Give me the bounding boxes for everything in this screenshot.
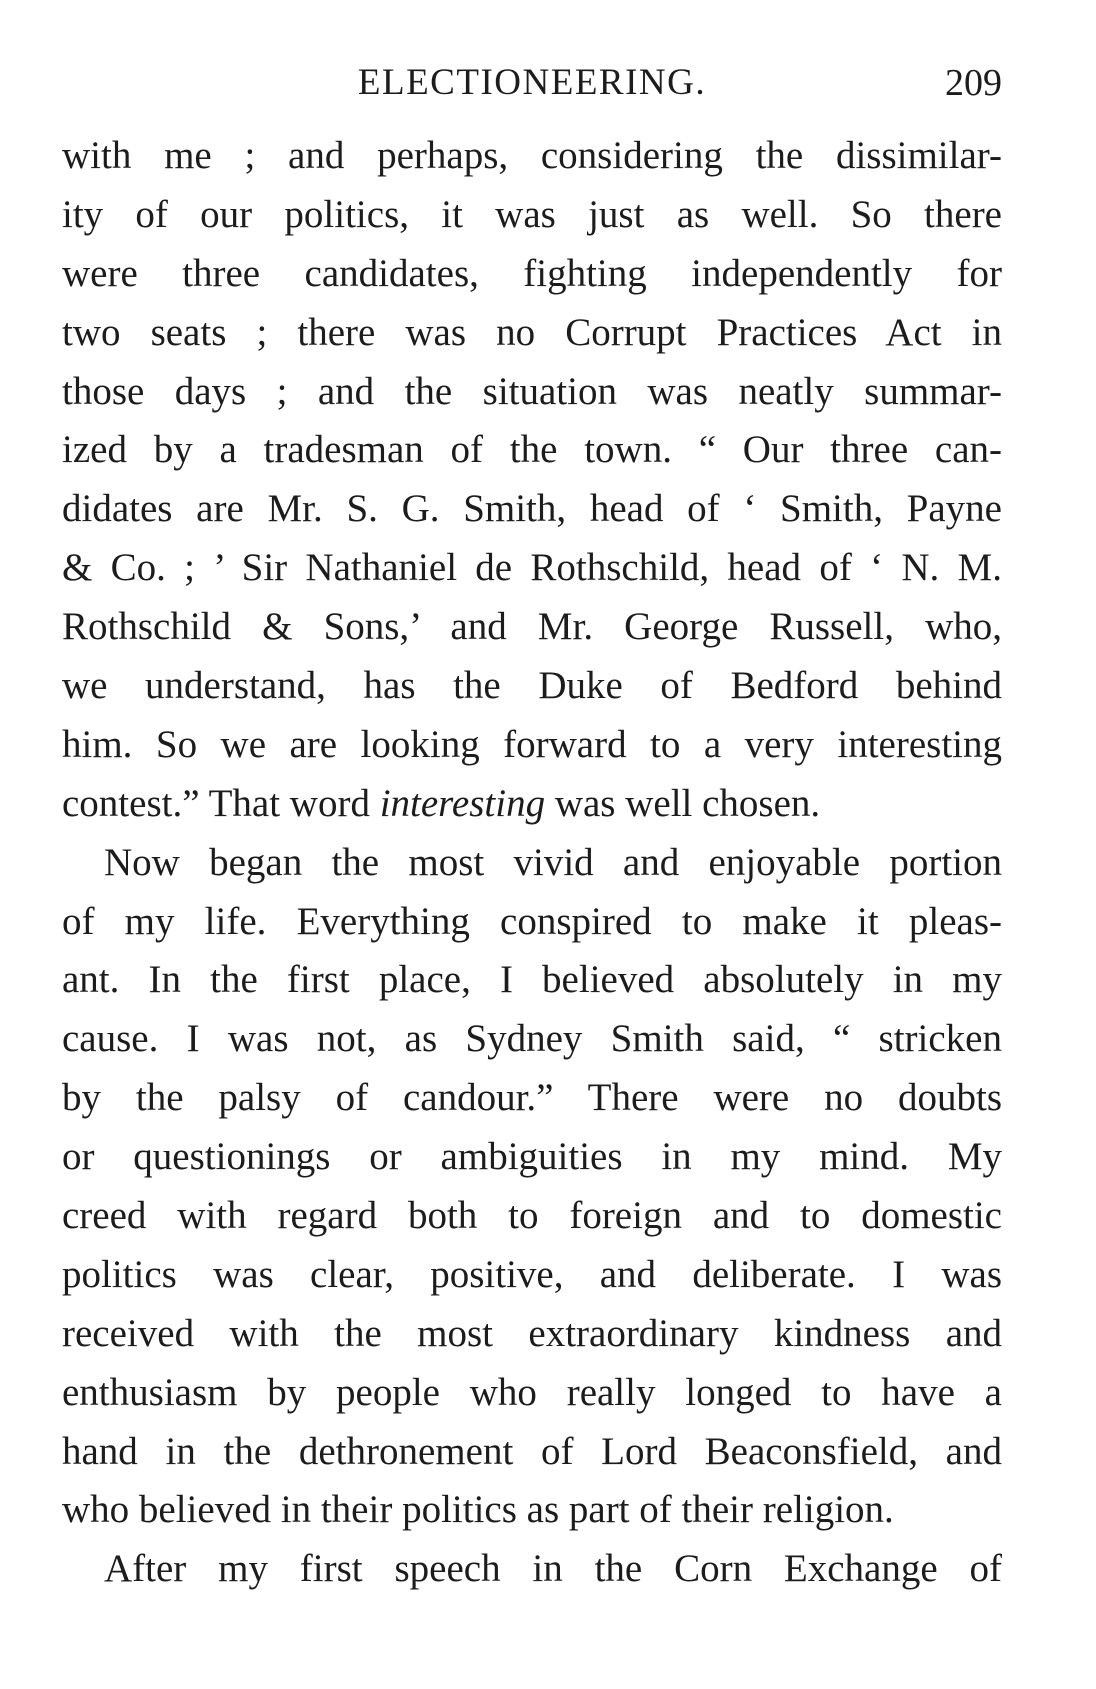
text-line: by the palsy of candour.” There were no doubts [62, 1076, 1002, 1120]
chapter-title: ELECTIONEERING. [357, 62, 707, 103]
text-line: two seats ; there was no Corrupt Practices Act in [62, 310, 1002, 354]
text-line: After my first speech in the Corn Exchange of [104, 1547, 1002, 1591]
text-line: cause. I was not, as Sydney Smith said, “ stricken [62, 1017, 1002, 1061]
text-line: Now began the most vivid and enjoyable portion [104, 840, 1002, 884]
text-line: those days ; and the situation was neatly summar- [62, 369, 1002, 413]
italic-word: interesting [379, 781, 546, 825]
text-line: Rothschild & Sons,’ and Mr. George Russell, who, [62, 605, 1002, 649]
text-line: & Co. ; ’ Sir Nathaniel de Rothschild, head of ‘ N. M. [62, 546, 1002, 590]
running-head [62, 58, 1002, 108]
text-line: politics was clear, positive, and deliberate. I was [62, 1252, 1002, 1296]
page-number: 209 [945, 62, 1002, 104]
text-line: received with the most extraordinary kindness and [62, 1311, 1002, 1355]
text-line: were three candidates, fighting independently for [62, 251, 1002, 295]
text-run: contest.” That word [62, 781, 380, 825]
text-line: him. So we are looking forward to a very interesting [62, 722, 1002, 766]
text-line: ity of our politics, it was just as well. So there [62, 192, 1002, 236]
text-run: was well chosen. [545, 781, 821, 825]
text-line: enthusiasm by people who really longed to have a [62, 1370, 1002, 1414]
text-line: of my life. Everything conspired to make it pleas- [62, 899, 1002, 943]
text-line: hand in the dethronement of Lord Beaconsfield, and [62, 1429, 1002, 1473]
body-text [62, 127, 1002, 1599]
text-line: didates are Mr. S. G. Smith, head of ‘ Smith, Payne [62, 487, 1002, 531]
text-line: we understand, has the Duke of Bedford behind [62, 664, 1002, 708]
text-line: with me ; and perhaps, considering the dissimilar- [62, 134, 1002, 177]
text-line: creed with regard both to foreign and to domestic [62, 1194, 1002, 1238]
text-line: or questionings or ambiguities in my mind. My [62, 1135, 1002, 1179]
text-line: ant. In the first place, I believed absolutely in my [62, 958, 1002, 1002]
text-line: ized by a tradesman of the town. “ Our three can- [62, 428, 1002, 472]
text-line: who believed in their politics as part of their religion. [62, 1488, 894, 1532]
text-line [62, 775, 1002, 834]
